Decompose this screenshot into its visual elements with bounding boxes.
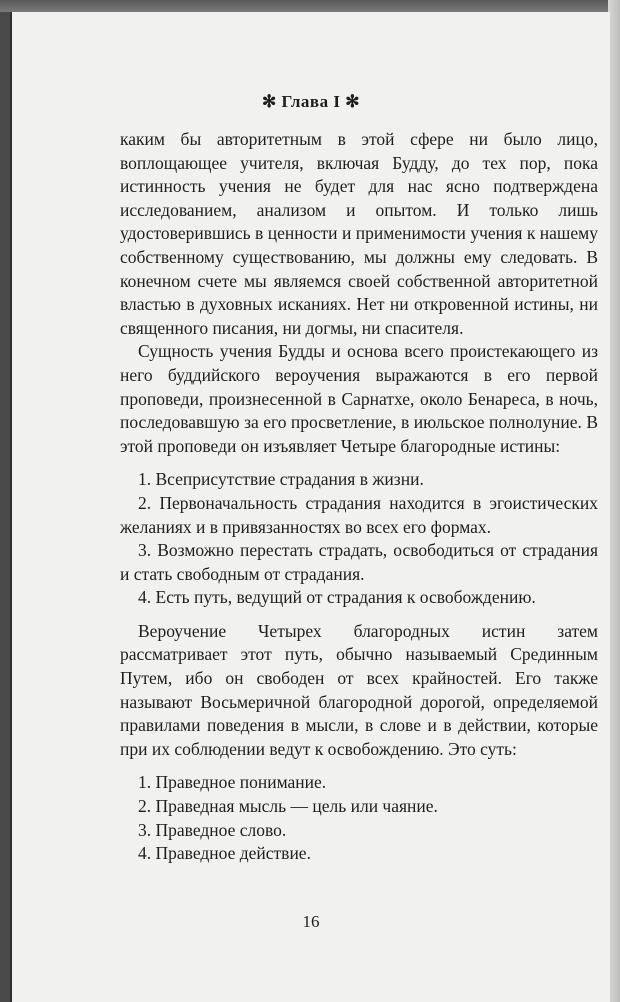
four-truths-list — [120, 468, 598, 610]
list-item: 3. Праведное слово. — [138, 819, 287, 840]
eightfold-path-list — [120, 771, 598, 865]
paragraph-2: Сущность учения Будды и основа всего проистекающего из него буддийского вероучения выражаются в его первой проповеди, произнесенной в Сарнатхе, около Бенареса, в ночь, последовавшую за его просветление, в июльское полнолуние. В этой проповеди он изъявляет Четыре благородные истины: — [120, 341, 598, 456]
paragraph-1: каким бы авторитетным в этой сфере ни было лицо, воплощающее учителя, включая Будду, до тех пор, пока истинность учения не будет для нас ясно подтверждена исследованием, анализом и опытом. И только лишь удостоверившись в ценности и применимости учения к нашему собственному существованию, мы должны ему следовать. В конечном счете мы являемся своей собственной авторитетной властью в духовных исканиях. Нет ни откровенной истины, ни священного писания, ни догмы, ни спасителя. — [120, 129, 598, 338]
page-number: 16 — [302, 912, 320, 931]
paragraph-3: Вероучение Четырех благородных истин затем рассматривает этот путь, обычно называемый Срединным Путем, ибо он свободен от всех крайностей. Его также называют Восьмеричной благородной дорогой, определяемой правилами поведения в мысли, в слове и в действии, которые при их соблюдении ведут к освобождению. Это суть: — [120, 620, 598, 759]
list-item: 1. Праведное понимание. — [138, 772, 327, 793]
list-item: 2. Первоначальность страдания находится в эгоистических желаниях и в привязанностях во всех его формах. — [120, 492, 598, 537]
list-item: 4. Есть путь, ведущий от страдания к освобождению. — [138, 587, 536, 608]
chapter-header: ✻ Глава I ✻ — [262, 92, 360, 111]
list-item: 4. Праведное действие. — [138, 843, 311, 864]
list-item: 3. Возможно перестать страдать, освободиться от страдания и стать свободным от страдания. — [120, 540, 598, 584]
list-item: 1. Всеприсутствие страдания в жизни. — [138, 469, 424, 490]
scan-top-edge — [0, 0, 620, 12]
book-page — [10, 12, 610, 1002]
list-item: 2. Праведная мысль — цель или чаяние. — [138, 796, 438, 817]
body-text — [120, 128, 598, 876]
